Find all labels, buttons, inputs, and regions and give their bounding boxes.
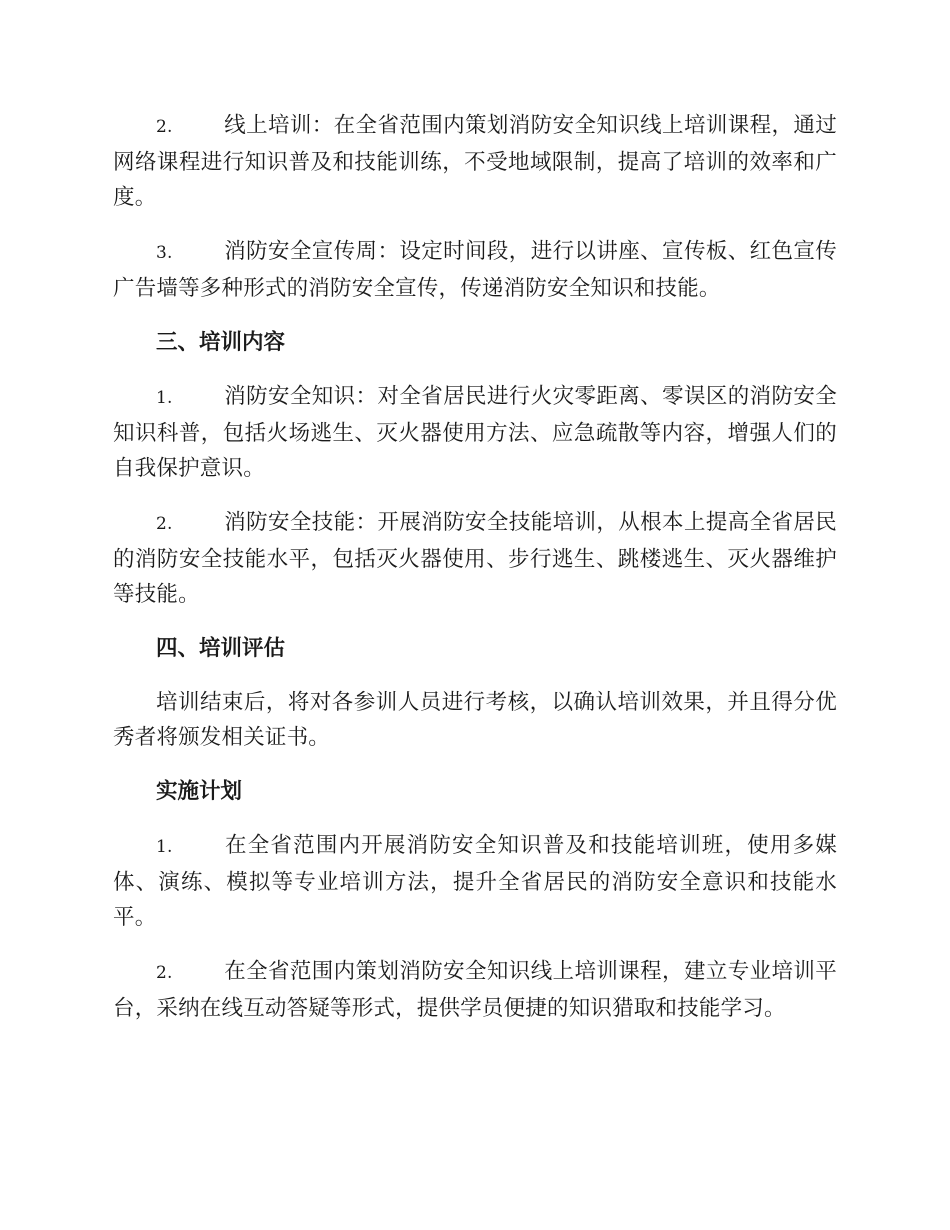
paragraph-evaluation: 培训结束后，将对各参训人员进行考核，以确认培训效果，并且得分优秀者将颁发相关证书。 — [113, 690, 837, 750]
list-number: 2. — [156, 514, 173, 534]
document-page — [113, 108, 837, 1045]
list-item-online-training — [113, 108, 837, 215]
list-item-text: 消防安全知识：对全省居民进行火灾零距离、零误区的消防安全知识科普，包括火场逃生、灭火器使用方法、应急疏散等内容，增强人们的自我保护意识。 — [113, 384, 837, 481]
list-item-text: 在全省范围内策划消防安全知识线上培训课程，建立专业培训平台，采纳在线互动答疑等形式，提供学员便捷的知识猎取和技能学习。 — [113, 959, 837, 1021]
list-item-plan-classes — [113, 828, 837, 935]
list-number: 1. — [156, 388, 173, 408]
list-item-plan-online — [113, 954, 837, 1026]
section-heading-implementation-plan: 实施计划 — [156, 779, 243, 804]
section-heading-training-evaluation: 四、培训评估 — [156, 636, 286, 661]
list-item-text: 消防安全宣传周：设定时间段，进行以讲座、宣传板、红色宣传广告墙等多种形式的消防安全宣传，传递消防安全知识和技能。 — [113, 239, 837, 301]
list-number: 2. — [156, 963, 173, 983]
section-heading-training-content: 三、培训内容 — [156, 330, 286, 355]
list-number: 2. — [156, 117, 173, 137]
list-number: 1. — [156, 837, 173, 857]
list-item-safety-skills — [113, 505, 837, 612]
list-item-text: 消防安全技能：开展消防安全技能培训，从根本上提高全省居民的消防安全技能水平，包括灭火器使用、步行逃生、跳楼逃生、灭火器维护等技能。 — [113, 510, 837, 607]
list-item-text: 在全省范围内开展消防安全知识普及和技能培训班，使用多媒体、演练、模拟等专业培训方法，提升全省居民的消防安全意识和技能水平。 — [113, 833, 837, 930]
list-item-safety-knowledge — [113, 379, 837, 486]
list-item-text: 线上培训：在全省范围内策划消防安全知识线上培训课程，通过网络课程进行知识普及和技能训练，不受地域限制，提高了培训的效率和广度。 — [113, 113, 837, 210]
list-item-publicity-week — [113, 234, 837, 306]
list-number: 3. — [156, 243, 173, 263]
